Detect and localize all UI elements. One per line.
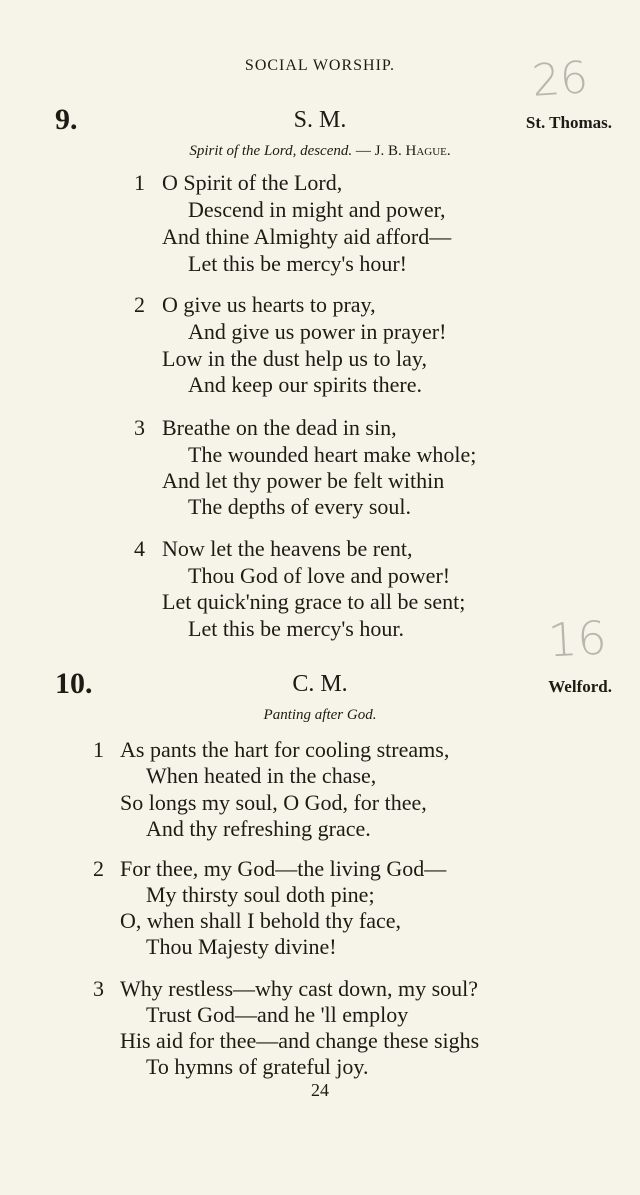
verse-line: O give us hearts to pray, bbox=[162, 292, 376, 317]
verse-line: And give us power in prayer! bbox=[188, 319, 447, 344]
verse-line: Descend in might and power, bbox=[188, 197, 446, 222]
verse-line: Now let the heavens be rent, bbox=[162, 536, 413, 561]
verse-line: His aid for thee—and change these sighs bbox=[120, 1028, 480, 1053]
running-head: SOCIAL WORSHIP. bbox=[244, 57, 396, 74]
verse-line: When heated in the chase, bbox=[146, 763, 377, 788]
verse-line: Breathe on the dead in sin, bbox=[162, 415, 397, 440]
verse-line: The wounded heart make whole; bbox=[188, 442, 477, 467]
verse-number: 2 bbox=[134, 292, 145, 317]
verse-number: 1 bbox=[134, 170, 145, 195]
page-number: 24 bbox=[311, 1080, 329, 1100]
verse-line: Thou God of love and power! bbox=[188, 563, 451, 588]
verse-line: And thine Almighty aid afford— bbox=[162, 224, 452, 249]
hymn-10-subtitle: Panting after God. bbox=[263, 707, 377, 723]
pencil-annotation-top: 26 bbox=[530, 52, 590, 107]
verse-line: Let quick'ning grace to all be sent; bbox=[162, 589, 466, 614]
hymn-9-subtitle bbox=[0, 143, 640, 160]
verse-number: 3 bbox=[134, 415, 145, 440]
hymn-9-header bbox=[0, 103, 640, 135]
hymn-author: — J. B. Hague. bbox=[355, 143, 451, 159]
verse-line: To hymns of grateful joy. bbox=[146, 1054, 369, 1079]
hymn-tune-name: Welford. bbox=[548, 677, 612, 696]
verse-line: My thirsty soul doth pine; bbox=[146, 882, 375, 907]
verse-line: Why restless—why cast down, my soul? bbox=[120, 976, 479, 1001]
verse-number: 2 bbox=[93, 856, 104, 881]
hymn-number: 10. bbox=[55, 667, 93, 700]
verse-number: 4 bbox=[134, 536, 145, 561]
hymn-first-line-title: Spirit of the Lord, descend. bbox=[189, 143, 353, 159]
verse-line: And thy refreshing grace. bbox=[146, 816, 371, 841]
verse-line: Let this be mercy's hour! bbox=[188, 251, 408, 276]
verse-line: And keep our spirits there. bbox=[188, 372, 422, 397]
verse-line: O Spirit of the Lord, bbox=[162, 170, 343, 195]
verse-line: Trust God—and he 'll employ bbox=[146, 1002, 409, 1027]
hymn-number: 9. bbox=[55, 103, 78, 136]
pencil-annotation-middle: 16 bbox=[546, 610, 608, 668]
verse-number: 1 bbox=[93, 737, 104, 762]
hymn-tune-name: St. Thomas. bbox=[525, 113, 612, 132]
verse-line: Thou Majesty divine! bbox=[146, 934, 337, 959]
verse-line: And let thy power be felt within bbox=[162, 468, 445, 493]
verse-line: The depths of every soul. bbox=[188, 494, 411, 519]
verse-number: 3 bbox=[93, 976, 104, 1001]
verse-line: For thee, my God—the living God— bbox=[120, 856, 447, 881]
verse-line: O, when shall I behold thy face, bbox=[120, 908, 402, 933]
hymn-meter: S. M. bbox=[293, 107, 347, 133]
hymn-10-header bbox=[0, 667, 640, 699]
hymn-meter: C. M. bbox=[292, 671, 348, 697]
verse-line: So longs my soul, O God, for thee, bbox=[120, 790, 427, 815]
verse-line: Let this be mercy's hour. bbox=[188, 616, 404, 641]
verse-line: As pants the hart for cooling streams, bbox=[120, 737, 450, 762]
verse-line: Low in the dust help us to lay, bbox=[162, 346, 427, 371]
